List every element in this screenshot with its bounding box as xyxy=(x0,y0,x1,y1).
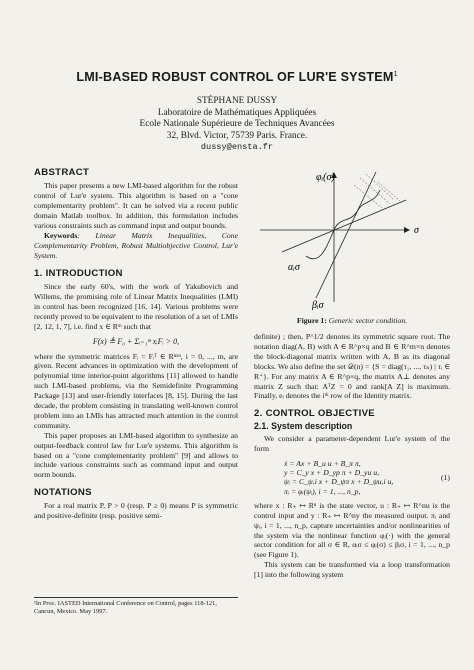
intro-heading: 1. INTRODUCTION xyxy=(34,268,123,280)
affiliation-school: Ecole Nationale Supérieure de Techniques Avancées xyxy=(139,119,335,130)
notations-continued: definite) ; then, P^1/2 denotes its symmetric square root. The notation diag(A, B) with A ∈ R^p×q and B ∈ R^m×n denotes the block-diagonal matrix written with A, B as its diagonal blocks. We also define the set 𝒟(n) = {S = diag(τ₁, ..., τₙ) | τᵢ ∈ R⁺}. For any matrix A ∈ R^p×q, the matrix A⊥ denotes any matrix Z such that: AᵀZ = 0 and rank[A Z] is maximum. Finally, eᵢ denotes the iᵗʰ row of the Identity matrix. xyxy=(254,332,450,401)
equation-line-4: πᵢ = φᵢ(ψᵢ), i = 1, ..., n_p, xyxy=(284,486,361,496)
phi-curve xyxy=(306,190,380,259)
author-name: STÉPHANE DUSSY xyxy=(196,96,278,106)
keywords-text: : Linear Matrix Inequalities, Cone Complementarity Problem, Robust Multiobjective Control, Lur'e System. xyxy=(34,231,238,261)
equation-line-2: y = C_y x + D_yp π + D_yu u, xyxy=(284,468,379,478)
abstract-heading: ABSTRACT xyxy=(34,167,90,178)
control-paragraph-2: where x : R₊ ↦ Rⁿ is the state vector, u : R₊ ↦ R^nu is the control input and y : R₊ ↦ R^ny the measured output. πᵢ and ψᵢ, i = 1, ..., n_p, capture uncertainties and/or nonlinearities of the system via the nonlinear function φᵢ(·) with the general sector condition for all σ ∈ R, αᵢσ ≤ φᵢ(σ) ≤ βᵢσ, i = 1, ..., n_p (see Figure 1). xyxy=(254,500,450,560)
footnote: ¹In Proc. IASTED International Conference on Control, pages 118-121, Cancun, Mexico. May 1997. xyxy=(34,597,238,616)
beta-label: βᵢσ xyxy=(312,300,324,310)
lmi-equation: F(x) ≜ F₀ + Σᵢ₌₁ᵐ xᵢFᵢ > 0, xyxy=(92,336,180,346)
lure-system-equation xyxy=(254,459,450,496)
alpha-sector-line xyxy=(282,200,406,252)
sigma-label: σ xyxy=(414,225,419,236)
control-heading: 2. CONTROL OBJECTIVE xyxy=(254,408,375,420)
author-block xyxy=(0,96,474,154)
sigma-axis-arrow-icon xyxy=(404,227,410,233)
control-paragraph-3: This system can be transformed via a loop transformation [1] into the following system xyxy=(254,560,450,580)
figure-caption xyxy=(254,316,450,325)
intro-paragraph-2: where the symmetric matrices Fᵢ = Fᵢᵀ ∈ Rⁿˣⁿ, i = 0, ..., m, are given. Recent advances in optimization with the development of polynomial time interior-point algorithms [11] allowed to handle such LMI-based problems, via the Semidefinite Programming Package [13] and user-friendly interfaces [8, 15]. During the last decade, the problem consisting in translating well-known control problem into an LMIs has attracted much attention in the control community. xyxy=(34,351,238,430)
author-email: dussy@ensta.fr xyxy=(200,142,274,153)
figure-caption-label: Figure 1: xyxy=(296,316,327,325)
equation-line-3: ψᵢ = C_ψ,i x + D_ψπ x + D_ψu,i u, xyxy=(284,477,394,487)
affiliation-address: 32, Blvd. Victor, 75739 Paris. France. xyxy=(166,130,308,141)
figure-caption-text: Generic sector condition. xyxy=(328,316,408,325)
equation-number: (1) xyxy=(441,472,450,482)
intro-paragraph-3: This paper proposes an LMI-based algorithm to synthesize an output-feedback control law for Lur'e systems. This algorithm is based on a "cone complementarity problem" [9] and allows to include various constraints such as command input and output norm bounds. xyxy=(34,430,238,480)
title-footnote-mark: 1 xyxy=(393,70,398,78)
phi-label: φᵢ(σ) xyxy=(316,172,335,183)
sector-figure xyxy=(254,160,450,310)
keywords-line xyxy=(34,231,238,261)
notations-text: For a real matrix P, P > 0 (resp. P ≥ 0) means P is symmetric and positive-definite (resp. positive semi- xyxy=(34,501,238,521)
left-column xyxy=(34,168,238,521)
affiliation-lab: Laboratoire de Mathématiques Appliquées xyxy=(157,107,317,118)
system-description-heading: 2.1. System description xyxy=(254,421,353,432)
alpha-label: αᵢσ xyxy=(288,262,300,273)
abstract-text: This paper presents a new LMI-based algorithm for the robust control of Lur'e system. This algorithm is based on a "cone complementarity problem". It can be solved via a recent public domain Matlab toolbox. In addition, this formulation includes various constraints such as command input and output bounds. xyxy=(34,180,238,230)
title-text: LMI-BASED ROBUST CONTROL OF LUR'E SYSTEM xyxy=(76,70,394,84)
equation-line-1: ẋ = Ax + B_u u + B_π π, xyxy=(284,458,361,468)
keywords-label: Keywords xyxy=(44,231,78,241)
control-paragraph-1: We consider a parameter-dependent Lur'e system of the form xyxy=(254,434,450,454)
intro-paragraph-1: Since the early 60's, with the work of Yakubovich and Willems, the promising role of Linear Matrix Inequalities (LMI) in control has been recognized [16, 14]. Various problems were recently proved to be equivalent to the resolution of a set of LMIs [2, 12, 1, 7], i.e. find x ∈ Rᵐ such that xyxy=(34,282,238,331)
notations-heading: NOTATIONS xyxy=(34,487,92,499)
paper-title xyxy=(0,70,474,84)
right-column xyxy=(254,332,450,580)
beta-sector-line xyxy=(316,172,376,298)
